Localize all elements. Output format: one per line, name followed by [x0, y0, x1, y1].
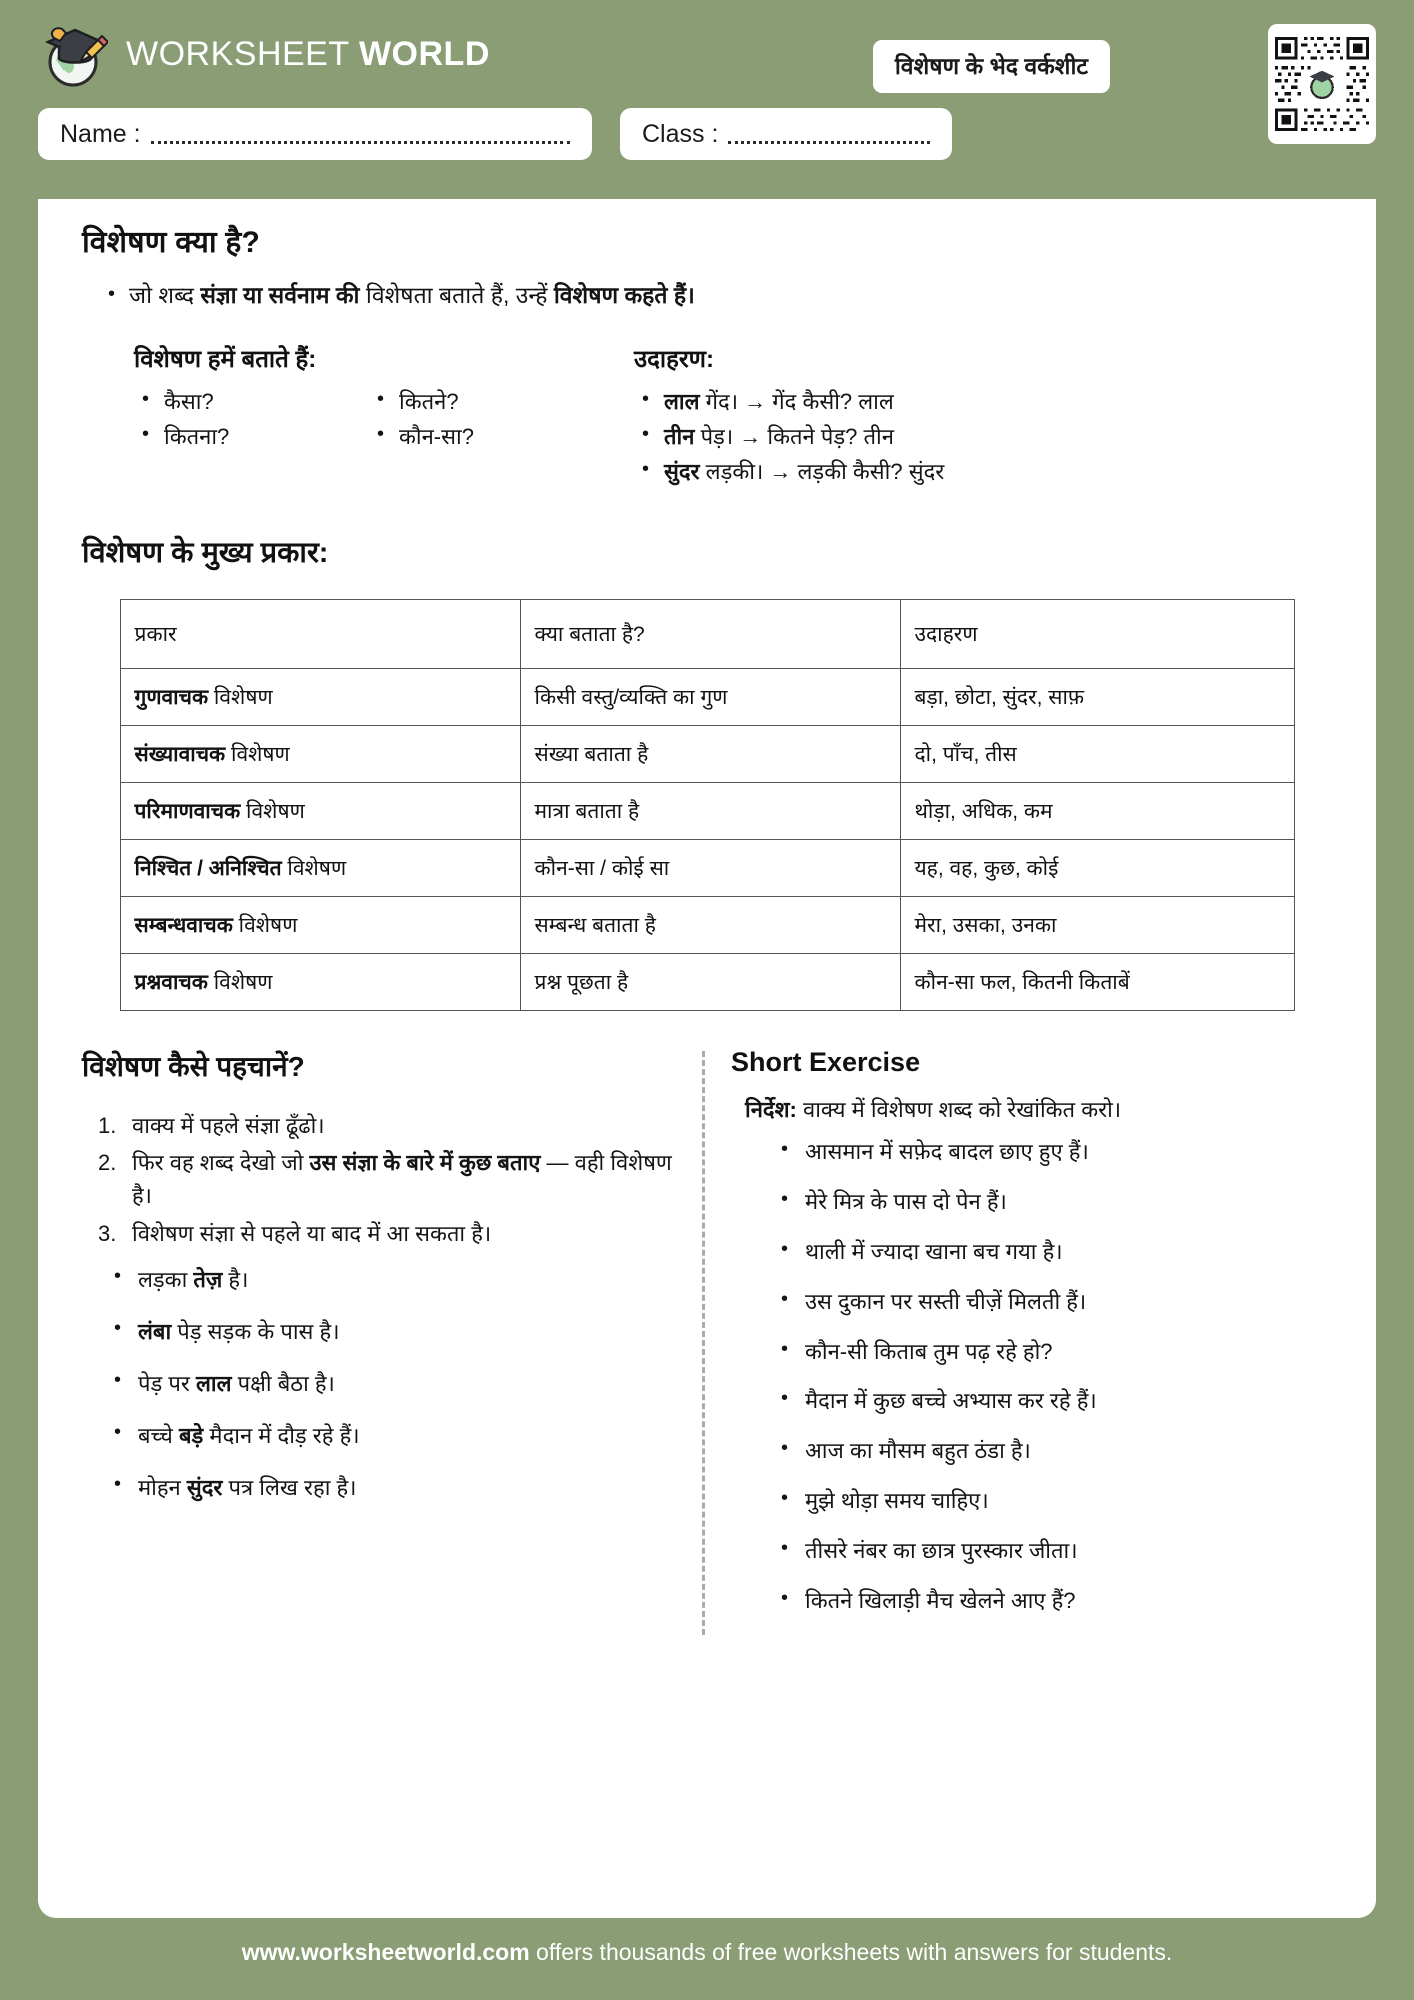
list-item[interactable]: • आज का मौसम बहुत ठंडा है।	[775, 1436, 1332, 1467]
ex-post: है।	[222, 1267, 249, 1293]
type-rest: विशेषण	[225, 742, 290, 766]
ex-bold: सुंदर	[186, 1474, 223, 1500]
ex-pre: बच्चे	[138, 1423, 179, 1449]
list-item: • कैसा?	[134, 385, 369, 420]
type-rest: विशेषण	[207, 970, 273, 994]
table-row	[120, 782, 1294, 839]
cell-example: कौन-सा फल, कितनी किताबें	[900, 953, 1294, 1010]
definition-text	[129, 279, 695, 312]
graduation-cap-pencil-logo	[42, 18, 108, 90]
definition-part-d: विशेषण कहते हैं।	[553, 282, 695, 308]
cell-example: बड़ा, छोटा, सुंदर, साफ़	[900, 668, 1294, 725]
types-table	[120, 599, 1295, 1011]
type-bold: निश्चित / अनिश्चित	[134, 856, 282, 880]
list-item	[108, 1420, 674, 1452]
class-label: Class :	[642, 119, 719, 148]
student-fields-row	[34, 108, 1380, 160]
type-bold: संख्यावाचक	[134, 742, 226, 766]
list-item	[634, 455, 1332, 490]
cell-type	[120, 668, 520, 725]
identify-examples	[82, 1264, 674, 1503]
ex-pre: मोहन	[138, 1474, 187, 1500]
examples-heading: उदाहरण:	[634, 346, 715, 374]
type-bold: प्रश्नवाचक	[134, 970, 208, 994]
footer-text: offers thousands of free worksheets with answers for students.	[529, 1939, 1173, 1965]
example-bold: सुंदर	[664, 458, 700, 484]
ex-post: पत्र लिख रहा है।	[222, 1474, 357, 1500]
cell-type	[120, 896, 520, 953]
definition-bullet	[108, 279, 1332, 312]
cell-type	[120, 725, 520, 782]
vertical-divider	[702, 1051, 705, 1636]
footer-site-link[interactable]: www.worksheetworld.com	[241, 1939, 530, 1965]
definition-part-a: जो शब्द	[129, 282, 201, 308]
cell-example: दो, पाँच, तीस	[900, 725, 1294, 782]
examples-column	[634, 342, 1332, 489]
bottom-section	[82, 1047, 1332, 1646]
bullet-icon: •	[108, 283, 116, 305]
brand-title	[126, 35, 490, 74]
column-header-type: प्रकार	[120, 599, 520, 668]
table-row	[120, 896, 1294, 953]
type-rest: विशेषण	[281, 856, 347, 880]
type-bold: सम्बन्धवाचक	[134, 913, 233, 937]
cell-what: मात्रा बताता है	[520, 782, 900, 839]
list-item[interactable]: • थाली में ज्यादा खाना बच गया है।	[775, 1237, 1332, 1268]
worksheet-sheet	[38, 178, 1376, 1918]
list-item	[108, 1368, 674, 1400]
page-footer	[0, 1939, 1414, 1966]
ex-post: पक्षी बैठा है।	[231, 1371, 335, 1397]
cell-type	[120, 839, 520, 896]
list-item	[98, 1109, 674, 1142]
list-item[interactable]: • तीसरे नंबर का छात्र पुरस्कार जीता।	[775, 1536, 1332, 1567]
list-item	[634, 385, 1332, 420]
cell-what: प्रश्न पूछता है	[520, 953, 900, 1010]
ex-pre: लड़का	[138, 1267, 194, 1293]
list-item	[634, 420, 1332, 455]
ex-post: पेड़ सड़क के पास है।	[171, 1319, 340, 1345]
cell-what: संख्या बताता है	[520, 725, 900, 782]
tells-heading: विशेषण हमें बताते हैं:	[134, 346, 317, 374]
brand-row	[34, 0, 1380, 108]
list-item[interactable]: • कौन-सी किताब तुम पढ़ रहे हो?	[775, 1337, 1332, 1368]
name-label: Name :	[60, 119, 141, 148]
torn-paper-edge	[38, 177, 1376, 199]
brand-bold: WORLD	[358, 34, 490, 73]
list-item	[98, 1146, 674, 1213]
examples-list	[634, 385, 1332, 489]
ex-pre: पेड़ पर	[138, 1371, 196, 1397]
table-row	[120, 725, 1294, 782]
cell-type	[120, 953, 520, 1010]
ex-bold: बड़े	[178, 1423, 204, 1449]
list-item: • कितना?	[134, 420, 369, 455]
instruction-label: निर्देश:	[745, 1096, 797, 1122]
step-part-a: वाक्य में पहले संज्ञा ढूँढो।	[132, 1112, 325, 1138]
page-title: विशेषण क्या है?	[82, 226, 261, 259]
tells-column	[134, 342, 634, 489]
cell-what: सम्बन्ध बताता है	[520, 896, 900, 953]
list-item[interactable]: • मेरे मित्र के पास दो पेन हैं।	[775, 1187, 1332, 1218]
brand-prefix: WORKSHEET	[126, 34, 359, 73]
type-rest: विशेषण	[240, 799, 305, 823]
cell-example: यह, वह, कुछ, कोई	[900, 839, 1294, 896]
type-rest: विशेषण	[232, 913, 298, 937]
cell-example: थोड़ा, अधिक, कम	[900, 782, 1294, 839]
table-row	[120, 668, 1294, 725]
tells-list-1	[134, 385, 369, 455]
class-input-line[interactable]	[728, 124, 930, 144]
ex-bold: लाल	[196, 1371, 232, 1397]
name-input-line[interactable]	[151, 124, 570, 144]
tells-list-2	[369, 385, 604, 455]
cell-what: किसी वस्तु/व्यक्ति का गुण	[520, 668, 900, 725]
qr-code-icon[interactable]	[1268, 24, 1376, 144]
page-header	[0, 0, 1414, 175]
definition-part-c: विशेषता बताते हैं, उन्हें	[359, 282, 554, 308]
cell-type	[120, 782, 520, 839]
ex-post: मैदान में दौड़ रहे हैं।	[203, 1423, 360, 1449]
step-part-c: — वही विशेषण है।	[132, 1150, 672, 1209]
list-item[interactable]: • मैदान में कुछ बच्चे अभ्यास कर रहे हैं।	[775, 1386, 1332, 1417]
ex-bold: तेज़	[193, 1267, 223, 1293]
column-header-example: उदाहरण	[900, 599, 1294, 668]
example-bold: तीन	[664, 424, 695, 450]
identify-section	[82, 1047, 702, 1636]
example-rest: गेंद। → गेंद कैसी? लाल	[699, 389, 894, 415]
intro-two-column	[82, 342, 1332, 489]
step-part-a: फिर वह शब्द देखो जो	[132, 1150, 310, 1176]
example-bold: लाल	[664, 389, 700, 415]
list-item[interactable]: • कितने खिलाड़ी मैच खेलने आए हैं?	[775, 1586, 1332, 1617]
list-item	[108, 1472, 674, 1504]
type-rest: विशेषण	[208, 685, 273, 709]
name-field[interactable]	[38, 108, 592, 160]
list-item[interactable]: • मुझे थोड़ा समय चाहिए।	[775, 1486, 1332, 1517]
worksheet-title-badge: विशेषण के भेद वर्कशीट	[873, 40, 1110, 93]
list-item[interactable]: • आसमान में सफ़ेद बादल छाए हुए हैं।	[775, 1137, 1332, 1168]
cell-example: मेरा, उसका, उनका	[900, 896, 1294, 953]
types-title: विशेषण के मुख्य प्रकार:	[82, 536, 329, 569]
cell-what: कौन-सा / कोई सा	[520, 839, 900, 896]
table-row	[120, 839, 1294, 896]
exercise-title: Short Exercise	[731, 1046, 921, 1077]
class-field[interactable]	[620, 108, 952, 160]
list-item: • कितने?	[369, 385, 604, 420]
exercise-section	[731, 1047, 1332, 1636]
exercise-list	[731, 1137, 1332, 1616]
type-bold: परिमाणवाचक	[134, 799, 241, 823]
list-item	[108, 1264, 674, 1296]
column-header-what: क्या बताता है?	[520, 599, 900, 668]
step-part-b: उस संज्ञा के बारे में कुछ बताए	[309, 1150, 541, 1176]
example-rest: लड़की। → लड़की कैसी? सुंदर	[699, 458, 945, 484]
step-part-a: विशेषण संज्ञा से पहले या बाद में आ सकता है।	[132, 1220, 492, 1246]
instruction-text: वाक्य में विशेषण शब्द को रेखांकित करो।	[796, 1096, 1122, 1122]
list-item	[108, 1316, 674, 1348]
ex-bold: लंबा	[138, 1319, 172, 1345]
tells-lists	[134, 385, 634, 455]
definition-part-b: संज्ञा या सर्वनाम की	[200, 282, 360, 308]
identify-title: विशेषण कैसे पहचानें?	[82, 1050, 305, 1082]
type-bold: गुणवाचक	[134, 685, 209, 709]
list-item	[98, 1217, 674, 1250]
exercise-instruction	[731, 1094, 1332, 1126]
identify-steps	[82, 1109, 674, 1251]
example-rest: पेड़। → कितने पेड़? तीन	[694, 424, 894, 450]
list-item: • कौन-सा?	[369, 420, 604, 455]
table-row	[120, 953, 1294, 1010]
table-header-row	[120, 599, 1294, 668]
list-item[interactable]: • उस दुकान पर सस्ती चीज़ें मिलती हैं।	[775, 1287, 1332, 1318]
